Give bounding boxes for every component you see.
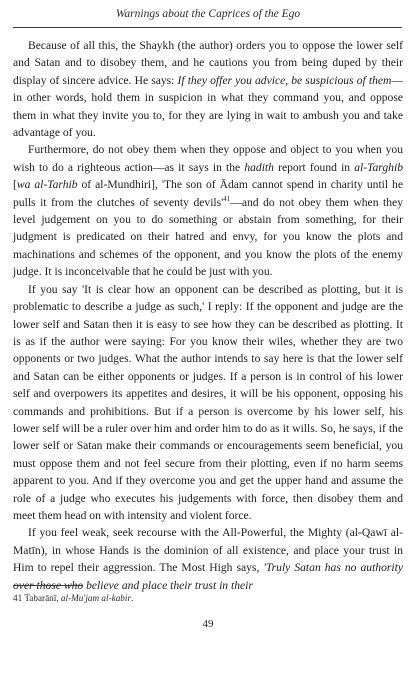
italic-text: al-Targhib <box>354 160 403 174</box>
text-run: report found in <box>273 160 355 174</box>
italic-text: 'Truly Satan has no authority over those who believe and place their trust in their <box>13 561 403 592</box>
text-run: If you say 'It is clear how an opponent can be described as plotting, but it is problematic to describe a judge as such,' I reply: If the opponent and judge are the lower self and Satan then it is easy to see how they can be described as plotting. It is as if the author were saying: For you know their wiles, whether they are two opponents or two judges. What the author intends to say here is that the lower self and Satan can be either opponents or judges. If a person is in control of his lower self and overpowers its appetites and desires, it will be his opponent, opposing his commands and prohibitions. But if a person is overcome by his lower self, his lower self will be a ruler over him and order him to do as it wills. So, he says, if the lower self or Satan make their commands or encouragements seem beneficial, you must oppose them and not feel secure from their plotting, even if no harm seems apparent to you. And if they overcome you and get the upper hand and assume the role of a judge who executes his judgements with force, then disobey them and meet them head on with intensity and violent force. <box>13 282 403 522</box>
footnote-rule <box>13 585 83 586</box>
footnote-text: Tabarānī, <box>22 593 61 603</box>
italic-text: wa al-Tarhib <box>16 178 78 192</box>
footnote-number: 41 <box>13 593 23 603</box>
text-run: [ <box>13 178 17 192</box>
text-run: of al-Mundhiri], 'The son of Ādam cannot spend in charity until he pulls it from the clutches of seventy devils' <box>13 178 404 209</box>
paragraph <box>13 37 403 141</box>
paragraph <box>13 524 403 594</box>
footnote-ref: 41 <box>223 194 231 203</box>
paragraph <box>13 281 403 525</box>
text-run: —in other words, hold them in suspicion in what they command you, and oppose them in what they invite you to, for they are lying in wait to ambush you and take advantage of you. <box>13 73 403 140</box>
header-rule <box>13 27 402 28</box>
italic-text: If they offer you advice, be suspicious of them <box>177 73 392 87</box>
paragraph <box>13 141 403 280</box>
text-run: Because of all this, the Shaykh (the author) orders you to oppose the lower self and Satan and to disobey them, and he cautions you from being duped by their display of sincere advice. He says: <box>13 39 403 87</box>
text-run: —and do not obey them when they level judgement on you to do something or abstain from something, for their judgment is predicated on their hatred and envy, for you know the plots and machinations and schemes of the opponent, and you know the plots of the enemy judge. It is inconceivable that he could be just with you. <box>13 195 403 279</box>
page-number: 49 <box>202 618 214 630</box>
running-head: Warnings about the Caprices of the Ego <box>115 8 301 20</box>
italic-text: hadith <box>244 160 274 174</box>
text-run: If you feel weak, seek recourse with the All-Powerful, the Mighty (al-Qawī al-Matīn), in whose Hands is the dominion of all existence, and place your trust in Him to repel their aggression. The Most High says, <box>13 526 403 575</box>
text-run: Furthermore, do not obey them when they oppose and object to you when you wish to do a righteous action—as it says in the <box>13 143 403 174</box>
footnote <box>13 592 403 604</box>
footnote-end: . <box>131 593 134 603</box>
footnote-title: al-Mu'jam al-kabir <box>60 593 132 603</box>
body-text <box>13 37 403 594</box>
